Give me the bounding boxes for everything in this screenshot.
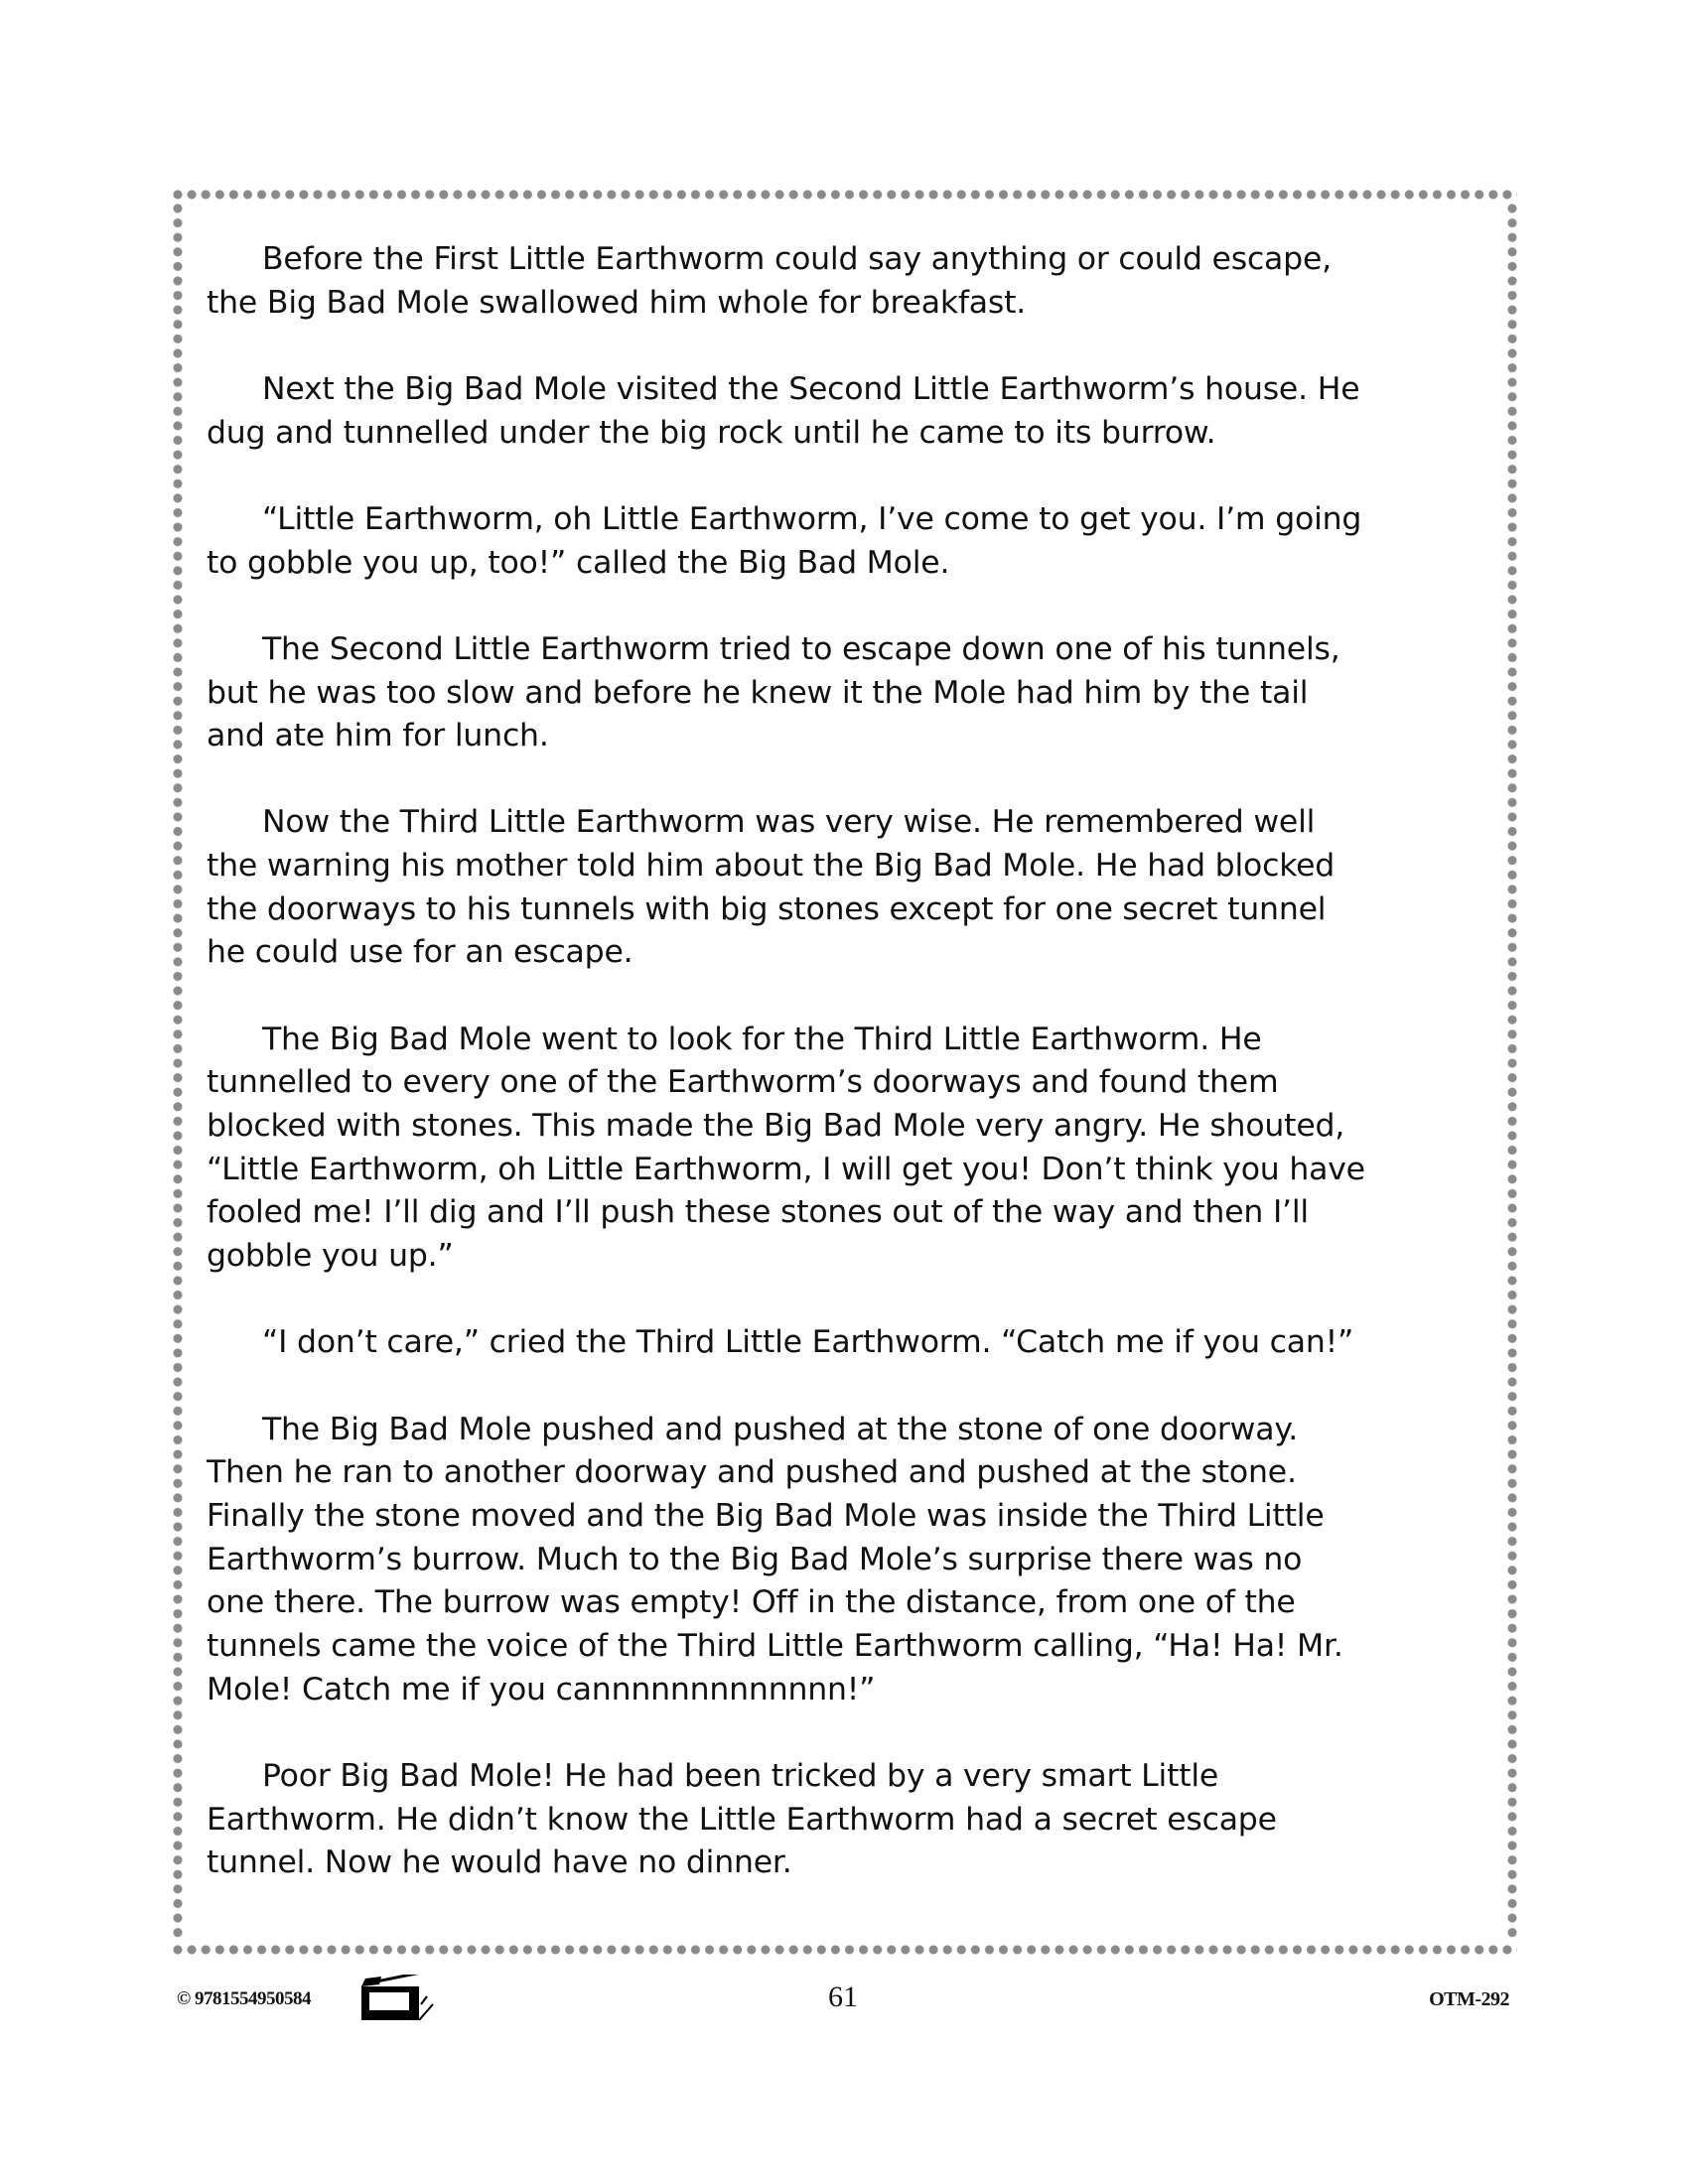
text-line: Finally the stone moved and the Big Bad Mole was inside the Third Little [207, 1497, 1325, 1534]
text-line: The Second Little Earthworm tried to escape down one of his tunnels, [262, 630, 1340, 667]
text-line: but he was too slow and before he knew it the Mole had him by the tail [207, 674, 1309, 711]
page-number: 61 [828, 1980, 858, 2013]
text-line: Next the Big Bad Mole visited the Second Little Earthworm’s house. He [262, 370, 1360, 407]
text-line: blocked with stones. This made the Big Bad Mole very angry. He shouted, [207, 1108, 1345, 1145]
text-line: The Big Bad Mole went to look for the Third Little Earthworm. He [262, 1021, 1262, 1057]
paragraph [207, 1755, 1497, 1885]
text-line: he could use for an escape. [207, 934, 633, 971]
text-line: and ate him for lunch. [207, 718, 549, 754]
border-bottom [173, 1945, 1517, 1955]
product-code: OTM-292 [1429, 1988, 1509, 2010]
text-line: to gobble you up, too!” called the Big Bad Mole. [207, 544, 950, 581]
text-line: “Little Earthworm, oh Little Earthworm, I’ve come to get you. I’m going [262, 500, 1362, 537]
text-line: Earthworm. He didn’t know the Little Earthworm had a secret escape [207, 1801, 1277, 1838]
border-right [1507, 204, 1517, 1941]
paragraph [207, 498, 1497, 585]
paragraph [207, 1321, 1497, 1365]
paragraph [207, 368, 1497, 455]
text-line: Before the First Little Earthworm could say anything or could escape, [262, 241, 1332, 277]
text-line: The Big Bad Mole pushed and pushed at the stone of one doorway. [262, 1411, 1299, 1447]
text-line: “Little Earthworm, oh Little Earthworm, I will get you! Don’t think you have [207, 1151, 1365, 1187]
text-line: tunnels came the voice of the Third Little Earthworm calling, “Ha! Ha! Mr. [207, 1627, 1343, 1664]
text-line: the Big Bad Mole swallowed him whole for breakfast. [207, 284, 1027, 321]
text-line: one there. The burrow was empty! Off in the distance, from one of the [207, 1584, 1296, 1621]
text-line: the doorways to his tunnels with big stones except for one secret tunnel [207, 890, 1327, 927]
text-line: tunnelled to every one of the Earthworm’s doorways and found them [207, 1064, 1279, 1101]
border-left [173, 204, 183, 1941]
text-line: Earthworm’s burrow. Much to the Big Bad Mole’s surprise there was no [207, 1541, 1303, 1577]
paragraph [207, 1409, 1497, 1712]
border-top [173, 190, 1517, 200]
text-line: dug and tunnelled under the big rock until he came to its burrow. [207, 414, 1216, 451]
text-line: Poor Big Bad Mole! He had been tricked by a very smart Little [262, 1757, 1219, 1794]
isbn: © 9781554950584 [177, 1988, 311, 2009]
paragraph [207, 238, 1497, 325]
paragraph [207, 801, 1497, 975]
paragraph [207, 1019, 1497, 1279]
copier-icon [361, 1975, 461, 2020]
text-line: fooled me! I’ll dig and I’ll push these stones out of the way and then I’ll [207, 1194, 1309, 1231]
text-line: Mole! Catch me if you cannnnnnnnnnnnn!” [207, 1671, 876, 1707]
text-line: the warning his mother told him about the Big Bad Mole. He had blocked [207, 848, 1336, 885]
text-line: gobble you up.” [207, 1238, 454, 1275]
story-text [207, 238, 1497, 1928]
text-line: “I don’t care,” cried the Third Little Earthworm. “Catch me if you can!” [262, 1324, 1354, 1361]
page-footer [0, 1980, 1688, 2020]
paragraph [207, 628, 1497, 758]
text-line: tunnel. Now he would have no dinner. [207, 1844, 792, 1881]
text-line: Now the Third Little Earthworm was very wise. He remembered well [262, 804, 1316, 841]
text-line: Then he ran to another doorway and pushed and pushed at the stone. [207, 1454, 1297, 1491]
